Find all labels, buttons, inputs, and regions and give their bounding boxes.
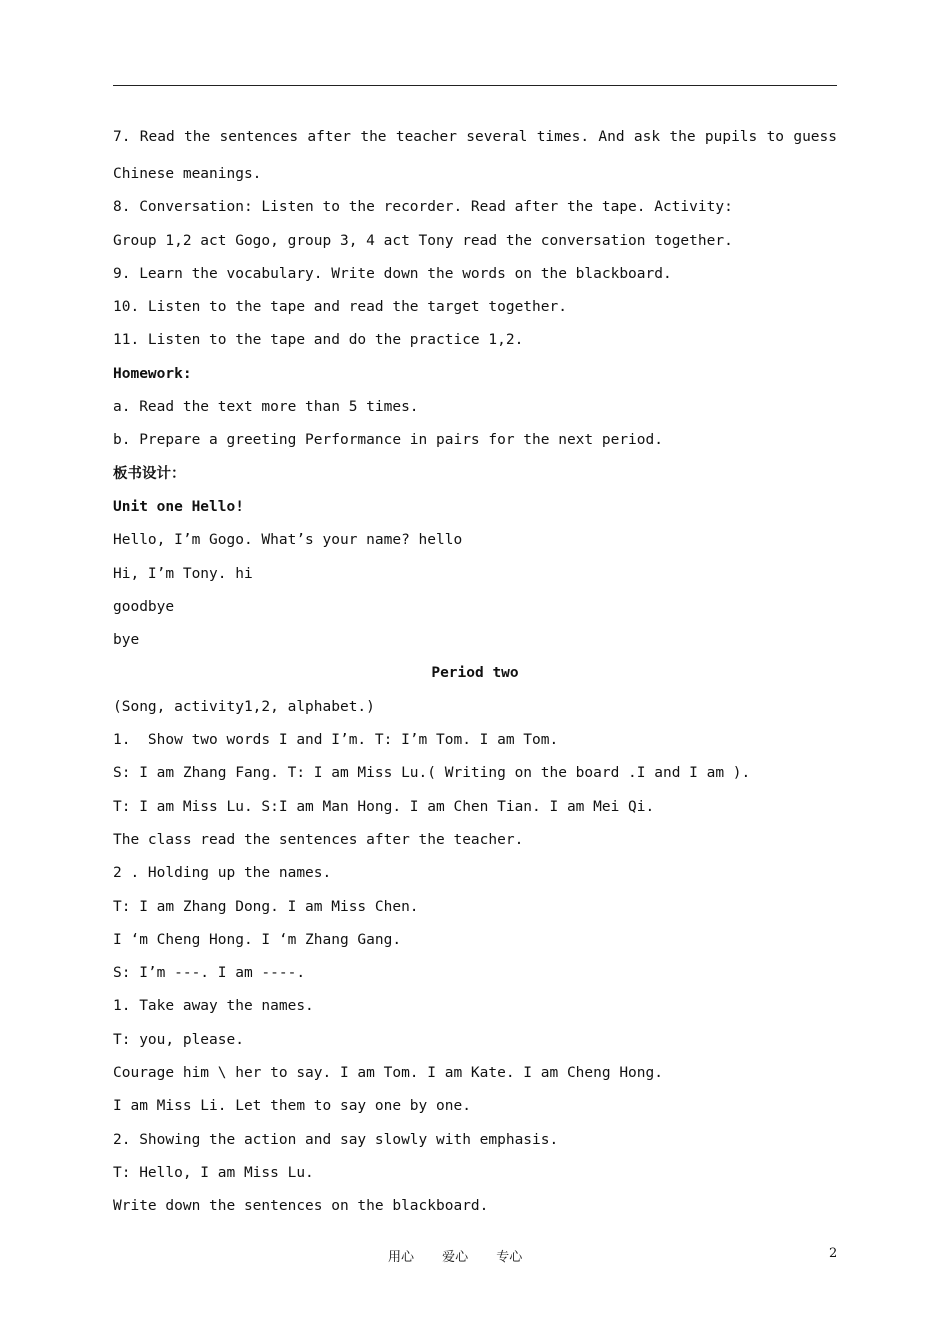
text-line: Courage him \ her to say. I am Tom. I am Kate. I am Cheng Hong. xyxy=(113,1065,663,1082)
board-line: Hello, I’m Gogo. What’s your name? hello xyxy=(113,532,463,549)
homework-heading: Homework: xyxy=(113,365,192,382)
board-line: goodbye xyxy=(113,598,175,615)
text-line: 2. Showing the action and say slowly with emphasis. xyxy=(113,1131,559,1148)
text-line: S: I’m ---. I am ----. xyxy=(113,965,306,982)
step-8-activity: Group 1,2 act Gogo, group 3, 4 act Tony read the conversation together. xyxy=(113,232,733,249)
board-line: Hi, I’m Tony. hi xyxy=(113,565,253,582)
step-9-line: 9. Learn the vocabulary. Write down the words on the blackboard. xyxy=(113,265,672,282)
text-line: The class read the sentences after the teacher. xyxy=(113,831,524,848)
board-line: bye xyxy=(113,632,140,649)
text-line: Write down the sentences on the blackboard. xyxy=(113,1198,489,1215)
step-11-line: 11. Listen to the tape and do the practice 1,2. xyxy=(113,332,524,349)
text-line: 1. Show two words I and I’m. T: I’m Tom. I am Tom. xyxy=(113,732,559,749)
period-two-subtitle: (Song, activity1,2, alphabet.) xyxy=(113,698,375,715)
text-line: T: I am Zhang Dong. I am Miss Chen. xyxy=(113,898,419,915)
text-line: S: I am Zhang Fang. T: I am Miss Lu.( Writing on the board .I and I am ). xyxy=(113,765,751,782)
document-body xyxy=(113,122,837,1225)
step-8-line: 8. Conversation: Listen to the recorder. Read after the tape. Activity: xyxy=(113,199,733,216)
step-7-continuation: Chinese meanings. xyxy=(113,166,262,182)
text-line: T: I am Miss Lu. S:I am Man Hong. I am Chen Tian. I am Mei Qi. xyxy=(113,798,655,815)
text-line: T: Hello, I am Miss Lu. xyxy=(113,1164,314,1181)
unit-title: Unit one Hello! xyxy=(113,498,244,515)
header-rule xyxy=(113,85,837,86)
period-two-heading: Period two xyxy=(431,665,519,682)
step-7-line: 7. Read the sentences after the teacher several times. And ask the pupils to guess xyxy=(113,129,837,145)
homework-item-a: a. Read the text more than 5 times. xyxy=(113,399,419,416)
text-line: T: you, please. xyxy=(113,1031,244,1048)
text-line: I ‘m Cheng Hong. I ‘m Zhang Gang. xyxy=(113,931,402,948)
footer-text: 用心 爱心 专心 xyxy=(388,1250,523,1265)
page-footer xyxy=(0,1246,950,1270)
text-line: 1. Take away the names. xyxy=(113,998,314,1015)
step-10-line: 10. Listen to the tape and read the target together. xyxy=(113,299,567,316)
page-number: 2 xyxy=(829,1246,838,1261)
homework-item-b: b. Prepare a greeting Performance in pairs for the next period. xyxy=(113,432,663,449)
text-line: I am Miss Li. Let them to say one by one. xyxy=(113,1098,471,1115)
board-design-heading: 板书设计： xyxy=(113,465,186,482)
text-line: 2 . Holding up the names. xyxy=(113,865,332,882)
